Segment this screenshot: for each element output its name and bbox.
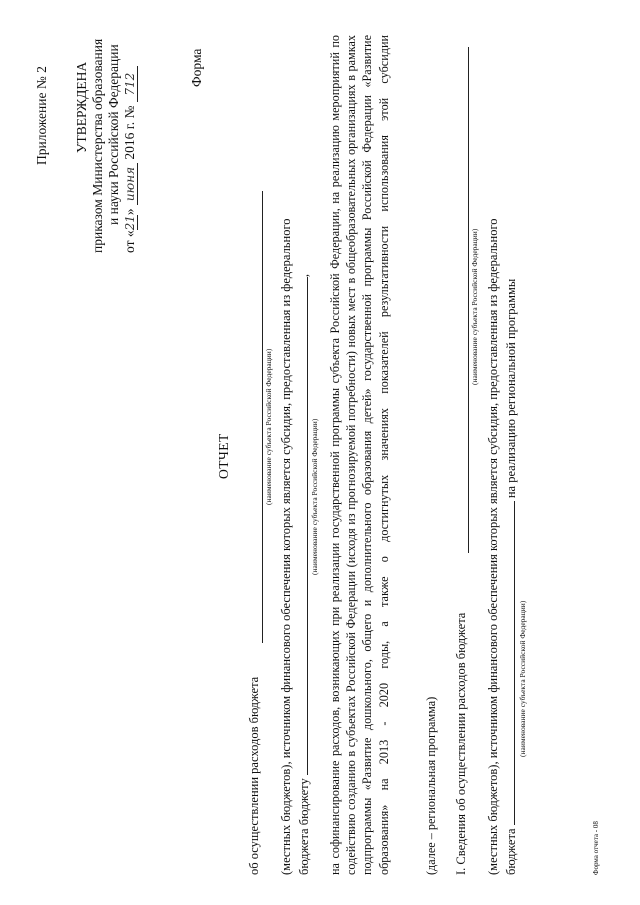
section1-line-3-start: бюджета	[504, 828, 518, 875]
report-title: ОТЧЕТ	[216, 433, 231, 479]
body-last-line: (далее – региональная программа)	[424, 696, 438, 875]
header-line-3-end: ,	[297, 274, 311, 278]
section1-caption-2: (наименование субъекта Российской Федерации)	[518, 600, 527, 757]
header-line-2: (местных бюджетов), источником финансового обеспечения которых является субсидия, предоставленная из федерального	[279, 218, 293, 875]
order-line-1: приказом Министерства образования	[90, 38, 105, 253]
section1-caption-1: (наименование субъекта Российской Федерации)	[470, 228, 479, 385]
header-line-3-start: бюджета бюджету	[297, 778, 311, 875]
forma-label: Форма	[189, 48, 204, 87]
order-line-2: и науки Российской Федерации	[106, 44, 121, 225]
header-caption-1: (наименование субъекта Российской Федерации)	[264, 348, 273, 505]
body-paragraph: на софинансирование расходов, возникающих при реализации государственной программы субъекта Российской Федерации, на реализацию мероприятий по содействию созданию в субъектах Российской Федерации (исходя из прогнозируемой потребности) новых мест в общеобразовательных организациях в рамках подпрограммы «Развитие дошкольного, общего и дополнительного образования детей» государственной программы Российской Федерации «Развитие образования» на 2013 - 2020 годы, а также о достигнутых значениях показателей результативности использования этой субсидии	[328, 35, 391, 875]
section1-line-3-end: на реализацию региональной программы	[504, 278, 518, 499]
header-blank-1	[262, 191, 263, 643]
section1-line-2: (местных бюджетов), источником финансового обеспечения которых является субсидия, предоставленная из федерального	[486, 218, 500, 875]
order-date	[122, 66, 138, 253]
section1-blank-1	[468, 47, 469, 553]
footer-code: Форма отчета - 08	[592, 821, 600, 875]
section1-blank-2	[502, 501, 515, 825]
section1-title: I. Сведения об осуществлении расходов бюджета	[454, 612, 468, 875]
appendix-title: Приложение № 2	[34, 66, 49, 165]
header-line-1: об осуществлении расходов бюджета	[247, 676, 261, 875]
date-year: 2016 г. №	[122, 105, 137, 160]
approved-label: УТВЕРЖДЕНА	[74, 61, 89, 153]
date-mid: »	[122, 208, 137, 216]
date-month: июня	[123, 163, 138, 205]
header-caption-2: (наименование субъекта Российской Федерации)	[310, 418, 319, 575]
section1-line-3	[502, 279, 519, 875]
date-number: 712	[123, 66, 138, 102]
header-blank-2	[295, 277, 308, 775]
date-day: 21	[123, 215, 137, 231]
date-prefix: от «	[122, 230, 137, 253]
